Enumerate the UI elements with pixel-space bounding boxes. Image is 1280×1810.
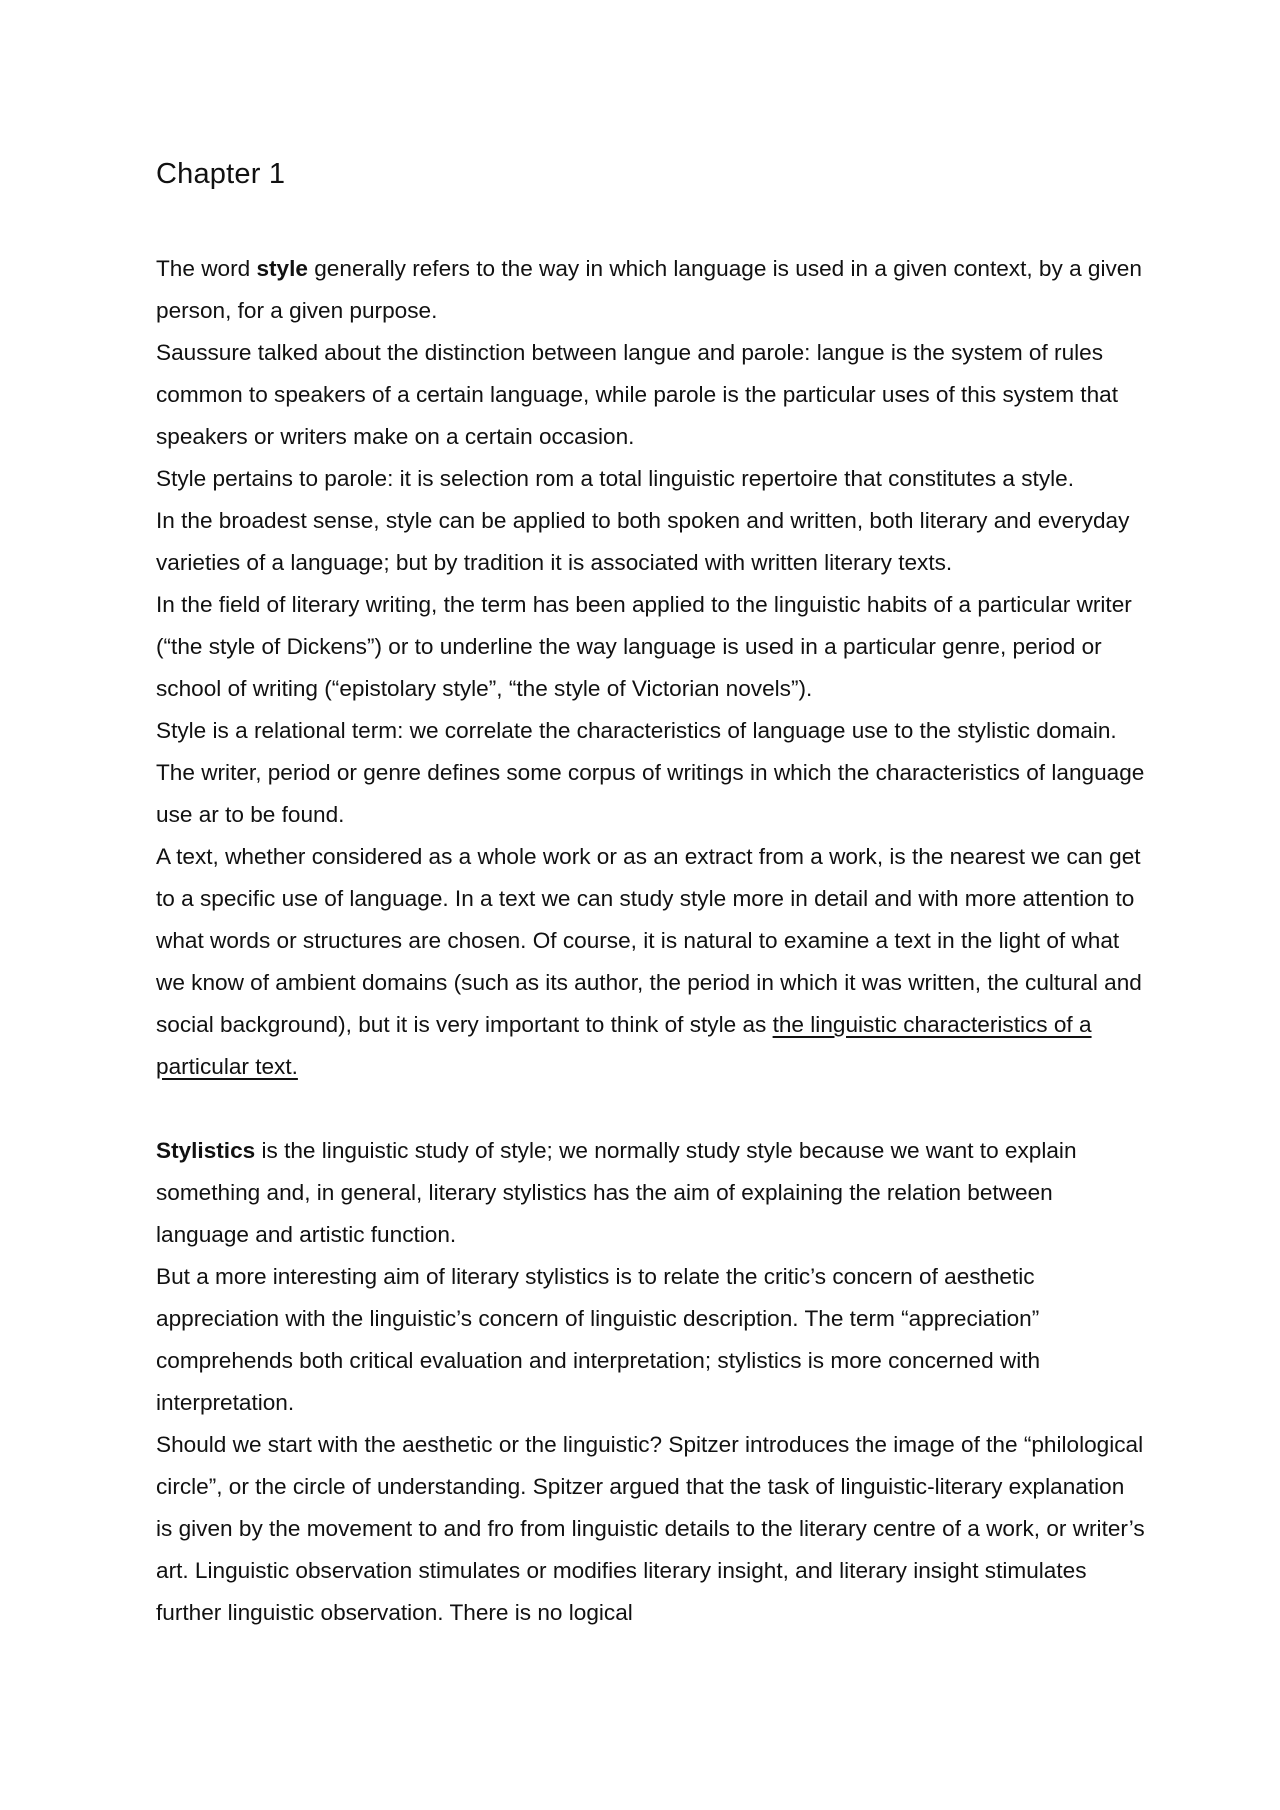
document-page [156,152,1146,1634]
paragraph-text: A text, whether considered as a whole work or as an extract from a work, is the nearest we can get to a specific use of language. In a text we can study style more in detail and with more attention to what words or structures are chosen. Of course, it is natural to examine a text in the light of what we know of ambient domains (such as its author, the period in which it was written, the cultural and social background), but it is very important to think of style as [156,844,1142,1037]
paragraph-stylistics-definition [156,1130,1146,1256]
paragraph-saussure: Saussure talked about the distinction between langue and parole: langue is the system of rules common to speakers of a certain language, while parole is the particular uses of this system that speakers or writers make on a certain occasion. [156,340,1118,449]
paragraph-relational-term: Style is a relational term: we correlate the characteristics of language use to the stylistic domain. The writer, period or genre defines some corpus of writings in which the characteristics of language use ar to be found. [156,718,1145,827]
paragraph-rest: is the linguistic study of style; we normally study style because we want to explain something and, in general, literary stylistics has the aim of explaining the relation between language and artistic function. [156,1138,1077,1247]
paragraph-rest: generally refers to the way in which language is used in a given context, by a given person, for a given purpose. [156,256,1142,323]
paragraph-gap [156,1088,1146,1130]
chapter-title: Chapter 1 [156,158,286,190]
paragraph-philological-circle: Should we start with the aesthetic or the linguistic? Spitzer introduces the image of the “philological circle”, or the circle of understanding. Spitzer argued that the task of linguistic-literary explanation is given by the movement to and fro from linguistic details to the literary centre of a work, or writer’s art. Linguistic observation stimulates or modifies literary insight, and literary insight stimulates further linguistic observation. There is no logical [156,1432,1145,1625]
paragraph-text-specific-use [156,836,1146,1088]
underlined-phrase: the linguistic characteristics of a particular text. [156,1012,1092,1079]
paragraph-literary-writing: In the field of literary writing, the term has been applied to the linguistic habits of a particular writer (“the style of Dickens”) or to underline the way language is used in a particular genre, period or school of writing (“epistolary style”, “the style of Victorian novels”). [156,592,1132,701]
paragraph-lead: The word [156,256,257,281]
paragraph-style-parole: Style pertains to parole: it is selection rom a total linguistic repertoire that constitutes a style. [156,466,1074,491]
term-stylistics: Stylistics [156,1138,256,1163]
term-style: style [256,256,308,281]
paragraph-style-definition [156,248,1146,332]
paragraph-aim-of-stylistics: But a more interesting aim of literary stylistics is to relate the critic’s concern of aesthetic appreciation with the linguistic’s concern of linguistic description. The term “appreciation” comprehends both critical evaluation and interpretation; stylistics is more concerned with interpretation. [156,1264,1041,1415]
paragraph-broadest-sense: In the broadest sense, style can be applied to both spoken and written, both literary and everyday varieties of a language; but by tradition it is associated with written literary texts. [156,508,1130,575]
body-text [156,248,1146,1634]
